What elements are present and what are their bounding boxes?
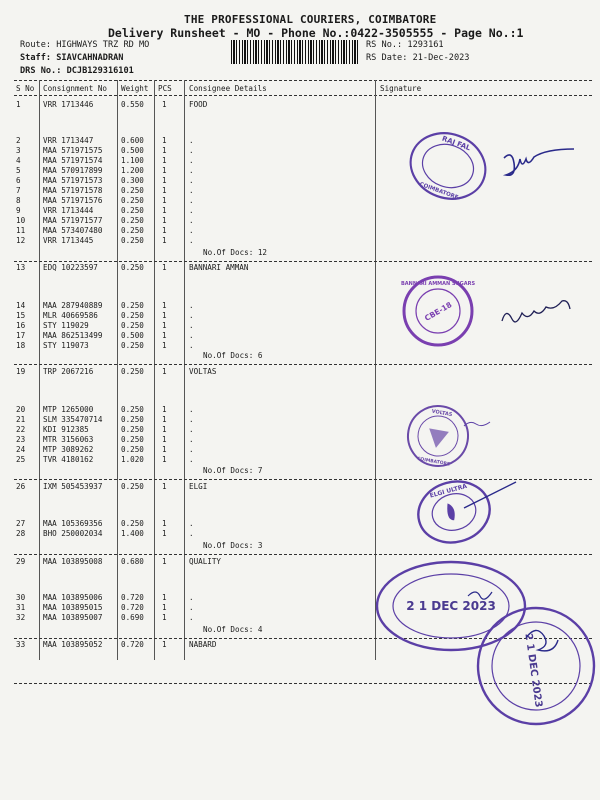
col-header-signature: Signature xyxy=(380,84,422,93)
row-pcs: 1 xyxy=(162,176,167,185)
row-pcs: 1 xyxy=(162,519,167,528)
row-sno: 21 xyxy=(16,415,26,424)
row-pcs: 1 xyxy=(162,331,167,340)
row-pcs: 1 xyxy=(162,557,167,566)
row-consignment-no: MAA 103895007 xyxy=(43,613,103,622)
row-weight: 1.020 xyxy=(121,455,144,464)
row-sno: 19 xyxy=(16,367,26,376)
row-consignee-details: . xyxy=(189,156,194,165)
doc-count: No.Of Docs: 6 xyxy=(203,351,263,360)
row-consignee-details: . xyxy=(189,415,194,424)
row-consignment-no: MAA 103895015 xyxy=(43,603,103,612)
handwritten-signature xyxy=(464,422,490,426)
row-consignment-no: EDQ 10223597 xyxy=(43,263,98,272)
row-weight: 0.250 xyxy=(121,236,144,245)
svg-text:VOLTAS: VOLTAS xyxy=(431,408,453,419)
row-consignee-details: . xyxy=(189,136,194,145)
row-weight: 0.250 xyxy=(121,321,144,330)
row-pcs: 1 xyxy=(162,311,167,320)
row-consignment-no: VRR 1713447 xyxy=(43,136,94,145)
company-seal-stamp xyxy=(403,401,473,471)
row-consignee-details: . xyxy=(189,236,194,245)
row-pcs: 1 xyxy=(162,186,167,195)
row-sno: 29 xyxy=(16,557,26,566)
row-pcs: 1 xyxy=(162,415,167,424)
row-sno: 6 xyxy=(16,176,21,185)
row-pcs: 1 xyxy=(162,425,167,434)
table-top-rule xyxy=(14,80,592,81)
row-consignee-details: . xyxy=(189,311,194,320)
row-pcs: 1 xyxy=(162,455,167,464)
company-seal-stamp xyxy=(411,474,496,551)
row-consignment-no: VRR 1713446 xyxy=(43,100,94,109)
staff-label: Staff: SIAVCAHNADRAN xyxy=(20,53,124,63)
row-sno: 7 xyxy=(16,186,21,195)
row-weight: 0.250 xyxy=(121,311,144,320)
company-seal-stamp xyxy=(401,277,475,345)
row-sno: 15 xyxy=(16,311,26,320)
row-consignee-details: . xyxy=(189,455,194,464)
row-weight: 0.550 xyxy=(121,100,144,109)
row-weight: 0.250 xyxy=(121,341,144,350)
row-pcs: 1 xyxy=(162,613,167,622)
row-pcs: 1 xyxy=(162,263,167,272)
rs-date: RS Date: 21-Dec-2023 xyxy=(366,53,470,63)
row-weight: 0.250 xyxy=(121,186,144,195)
row-consignment-no: STY 119029 xyxy=(43,321,89,330)
row-weight: 0.720 xyxy=(121,640,144,649)
row-consignment-no: TVR 4180162 xyxy=(43,455,94,464)
row-sno: 30 xyxy=(16,593,26,602)
row-consignment-no: STY 119073 xyxy=(43,341,89,350)
row-sno: 10 xyxy=(16,216,26,225)
row-sno: 17 xyxy=(16,331,26,340)
handwritten-signature xyxy=(504,149,574,175)
row-consignee-details: . xyxy=(189,176,194,185)
row-weight: 0.250 xyxy=(121,519,144,528)
row-consignment-no: MAA 571971577 xyxy=(43,216,103,225)
row-consignee-details: . xyxy=(189,519,194,528)
row-consignee-details: FOOD xyxy=(189,100,208,109)
row-weight: 0.690 xyxy=(121,613,144,622)
row-consignee-details: QUALITY xyxy=(189,557,222,566)
company-title: THE PROFESSIONAL COURIERS, COIMBATORE xyxy=(184,13,437,26)
row-pcs: 1 xyxy=(162,166,167,175)
col-divider xyxy=(39,80,40,660)
row-consignee-details: . xyxy=(189,166,194,175)
row-sno: 13 xyxy=(16,263,26,272)
row-sno: 9 xyxy=(16,206,21,215)
row-sno: 25 xyxy=(16,455,26,464)
row-consignment-no: MTP 1265000 xyxy=(43,405,94,414)
row-consignee-details: . xyxy=(189,593,194,602)
row-pcs: 1 xyxy=(162,156,167,165)
row-sno: 33 xyxy=(16,640,26,649)
row-weight: 0.250 xyxy=(121,435,144,444)
row-consignee-details: . xyxy=(189,301,194,310)
rs-number: RS No.: 1293161 xyxy=(366,40,444,50)
row-consignment-no: VRR 1713445 xyxy=(43,236,94,245)
col-header-sno: S No xyxy=(16,84,35,93)
row-weight: 0.250 xyxy=(121,445,144,454)
row-consignment-no: BHO 250002034 xyxy=(43,529,103,538)
row-consignee-details: . xyxy=(189,529,194,538)
row-weight: 0.250 xyxy=(121,482,144,491)
row-pcs: 1 xyxy=(162,341,167,350)
barcode xyxy=(231,40,359,64)
row-consignee-details: . xyxy=(189,146,194,155)
row-sno: 8 xyxy=(16,196,21,205)
row-sno: 14 xyxy=(16,301,26,310)
row-pcs: 1 xyxy=(162,603,167,612)
row-weight: 1.400 xyxy=(121,529,144,538)
row-consignment-no: IXM 505453937 xyxy=(43,482,103,491)
row-consignment-no: SLM 335470714 xyxy=(43,415,103,424)
row-sno: 32 xyxy=(16,613,26,622)
row-sno: 31 xyxy=(16,603,26,612)
col-divider xyxy=(184,80,185,660)
row-consignment-no: MAA 571971573 xyxy=(43,176,103,185)
row-consignee-details: ELGI xyxy=(189,482,208,491)
row-consignee-details: . xyxy=(189,321,194,330)
row-consignee-details: NABARD xyxy=(189,640,217,649)
row-sno: 26 xyxy=(16,482,26,491)
svg-text:2 1 DEC 2023: 2 1 DEC 2023 xyxy=(522,632,544,709)
row-pcs: 1 xyxy=(162,445,167,454)
svg-text:BANNARI AMMAN SUGARS: BANNARI AMMAN SUGARS xyxy=(400,281,476,287)
row-consignee-details: BANNARI AMMAN xyxy=(189,263,249,272)
row-sno: 20 xyxy=(16,405,26,414)
row-consignment-no: MAA 103895052 xyxy=(43,640,103,649)
row-pcs: 1 xyxy=(162,146,167,155)
row-pcs: 1 xyxy=(162,367,167,376)
row-pcs: 1 xyxy=(162,593,167,602)
col-header-pcs: PCS xyxy=(158,84,172,93)
row-consignment-no: MAA 862513499 xyxy=(43,331,103,340)
svg-text:COIMBATORE: COIMBATORE xyxy=(418,181,459,202)
col-header-weight: Weight xyxy=(121,84,149,93)
row-pcs: 1 xyxy=(162,482,167,491)
row-weight: 0.250 xyxy=(121,206,144,215)
col-header-consignee: Consignee Details xyxy=(189,84,267,93)
row-consignee-details: . xyxy=(189,445,194,454)
row-weight: 0.250 xyxy=(121,405,144,414)
row-weight: 0.250 xyxy=(121,415,144,424)
handwritten-signature xyxy=(502,301,570,322)
row-pcs: 1 xyxy=(162,435,167,444)
svg-text:ELGI ULTRA: ELGI ULTRA xyxy=(429,482,468,500)
svg-text:COIMBATORE: COIMBATORE xyxy=(416,456,451,468)
row-consignee-details: VOLTAS xyxy=(189,367,217,376)
row-consignee-details: . xyxy=(189,613,194,622)
row-consignee-details: . xyxy=(189,425,194,434)
row-pcs: 1 xyxy=(162,529,167,538)
doc-count: No.Of Docs: 12 xyxy=(203,248,268,257)
col-divider xyxy=(117,80,118,660)
row-pcs: 1 xyxy=(162,216,167,225)
row-weight: 0.250 xyxy=(121,196,144,205)
row-sno: 4 xyxy=(16,156,21,165)
row-weight: 1.100 xyxy=(121,156,144,165)
row-consignment-no: MTP 3089262 xyxy=(43,445,94,454)
row-consignment-no: VRR 1713444 xyxy=(43,206,94,215)
doc-count: No.Of Docs: 4 xyxy=(203,625,263,634)
row-consignment-no: MAA 571971576 xyxy=(43,196,103,205)
row-consignee-details: . xyxy=(189,331,194,340)
row-weight: 0.250 xyxy=(121,425,144,434)
row-pcs: 1 xyxy=(162,196,167,205)
row-consignment-no: MAA 103895006 xyxy=(43,593,103,602)
row-sno: 16 xyxy=(16,321,26,330)
row-sno: 24 xyxy=(16,445,26,454)
row-sno: 3 xyxy=(16,146,21,155)
doc-count: No.Of Docs: 3 xyxy=(203,541,263,550)
row-sno: 22 xyxy=(16,425,26,434)
row-sno: 18 xyxy=(16,341,26,350)
row-sno: 12 xyxy=(16,236,26,245)
row-consignee-details: . xyxy=(189,603,194,612)
row-consignment-no: MAA 105369356 xyxy=(43,519,103,528)
svg-text:CBE-18: CBE-18 xyxy=(423,300,454,323)
row-pcs: 1 xyxy=(162,226,167,235)
row-consignee-details: . xyxy=(189,196,194,205)
doc-count: No.Of Docs: 7 xyxy=(203,466,263,475)
row-weight: 0.250 xyxy=(121,216,144,225)
row-weight: 0.500 xyxy=(121,331,144,340)
row-pcs: 1 xyxy=(162,236,167,245)
row-sno: 23 xyxy=(16,435,26,444)
row-weight: 0.720 xyxy=(121,603,144,612)
row-consignee-details: . xyxy=(189,435,194,444)
row-consignment-no: MAA 573407480 xyxy=(43,226,103,235)
signature-area xyxy=(376,96,600,786)
row-pcs: 1 xyxy=(162,640,167,649)
row-sno: 5 xyxy=(16,166,21,175)
row-weight: 1.200 xyxy=(121,166,144,175)
svg-text:2 1 DEC 2023: 2 1 DEC 2023 xyxy=(406,599,496,613)
row-weight: 0.300 xyxy=(121,176,144,185)
row-consignment-no: MTR 3156063 xyxy=(43,435,94,444)
row-sno: 1 xyxy=(16,100,21,109)
row-weight: 0.250 xyxy=(121,226,144,235)
row-sno: 27 xyxy=(16,519,26,528)
row-weight: 0.250 xyxy=(121,367,144,376)
row-pcs: 1 xyxy=(162,405,167,414)
row-weight: 0.720 xyxy=(121,593,144,602)
row-pcs: 1 xyxy=(162,136,167,145)
col-header-consignment: Consignment No xyxy=(43,84,108,93)
row-consignment-no: MAA 287940889 xyxy=(43,301,103,310)
row-weight: 0.680 xyxy=(121,557,144,566)
runsheet-subtitle: Delivery Runsheet - MO - Phone No.:0422-3505555 - Page No.:1 xyxy=(108,26,524,40)
row-pcs: 1 xyxy=(162,206,167,215)
svg-text:RAJ FAL: RAJ FAL xyxy=(440,134,472,153)
row-sno: 28 xyxy=(16,529,26,538)
row-sno: 2 xyxy=(16,136,21,145)
row-consignment-no: MAA 103895008 xyxy=(43,557,103,566)
row-consignment-no: MAA 571971578 xyxy=(43,186,103,195)
row-weight: 0.250 xyxy=(121,301,144,310)
row-consignment-no: KDI 912385 xyxy=(43,425,89,434)
row-weight: 0.500 xyxy=(121,146,144,155)
row-weight: 0.600 xyxy=(121,136,144,145)
row-sno: 11 xyxy=(16,226,26,235)
row-pcs: 1 xyxy=(162,301,167,310)
row-consignment-no: TRP 2067216 xyxy=(43,367,94,376)
row-consignee-details: . xyxy=(189,226,194,235)
date-stamp xyxy=(470,600,600,731)
row-consignee-details: . xyxy=(189,216,194,225)
row-pcs: 1 xyxy=(162,100,167,109)
company-seal-stamp xyxy=(401,123,494,209)
row-consignment-no: MAA 571971575 xyxy=(43,146,103,155)
row-consignee-details: . xyxy=(189,341,194,350)
row-pcs: 1 xyxy=(162,321,167,330)
row-weight: 0.250 xyxy=(121,263,144,272)
row-consignee-details: . xyxy=(189,405,194,414)
row-consignee-details: . xyxy=(189,186,194,195)
drs-number: DRS No.: DCJB129316101 xyxy=(20,66,134,76)
row-consignment-no: MAA 570917899 xyxy=(43,166,103,175)
row-consignment-no: MAA 571971574 xyxy=(43,156,103,165)
col-divider xyxy=(154,80,155,660)
row-consignment-no: MLR 40669586 xyxy=(43,311,98,320)
route-label: Route: HIGHWAYS TRZ RD MO xyxy=(20,40,150,50)
row-consignee-details: . xyxy=(189,206,194,215)
